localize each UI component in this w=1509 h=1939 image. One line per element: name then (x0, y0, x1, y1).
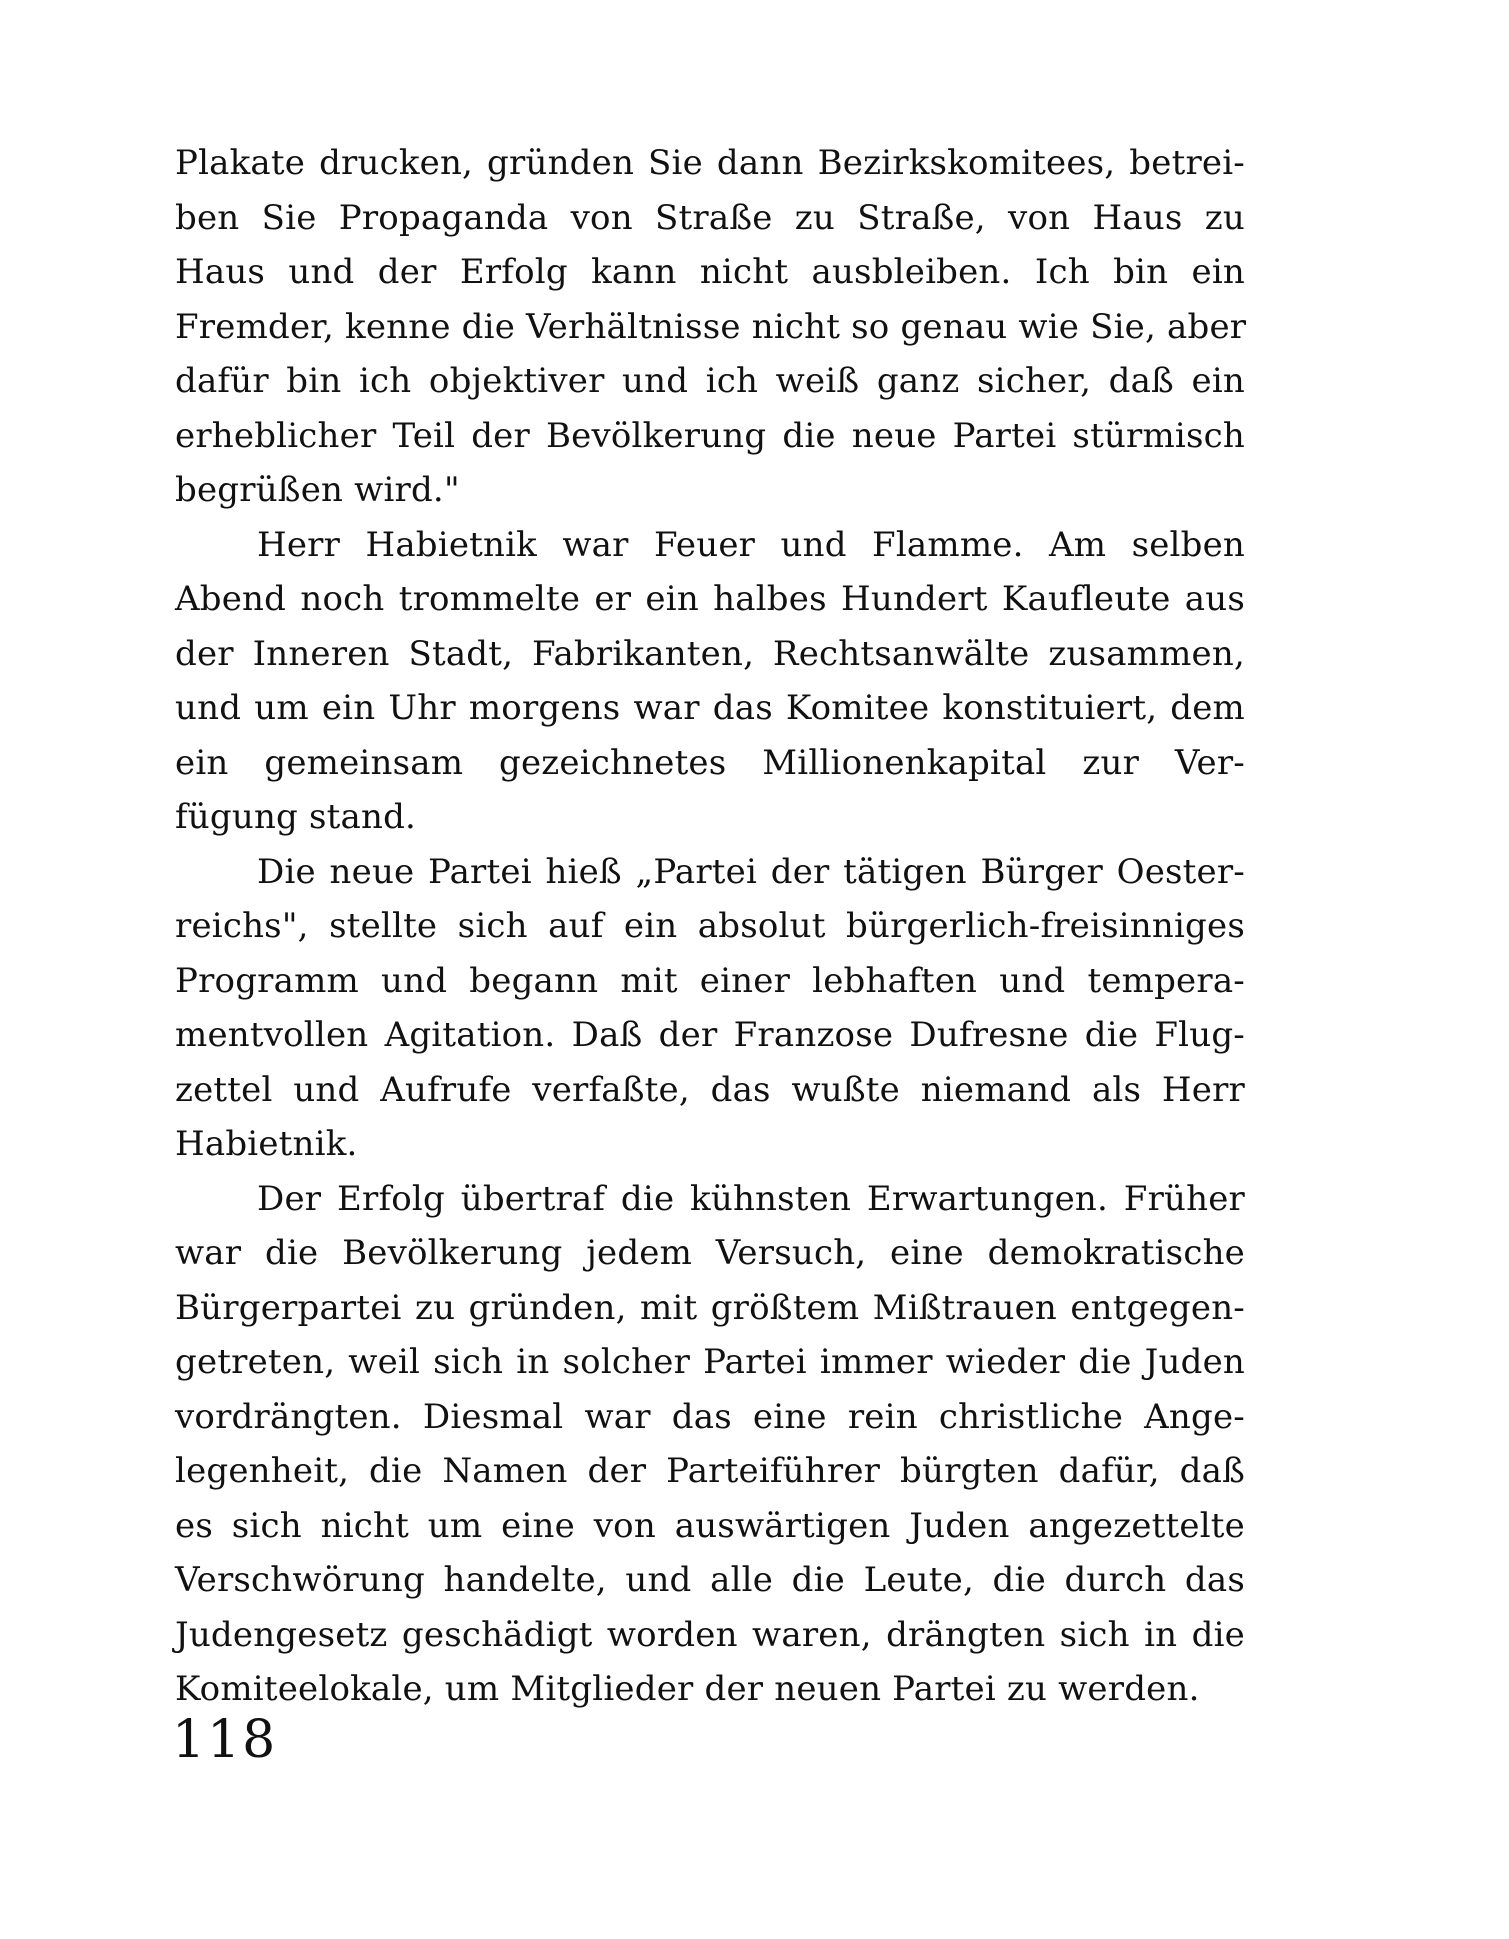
text-line: der Inneren Stadt, Fabrikanten, Rechtsanwälte zusammen, (175, 633, 1245, 674)
text-line: erheblicher Teil der Bevölkerung die neue Partei stürmisch (175, 415, 1245, 456)
text-line: zettel und Aufrufe verfaßte, das wußte niemand als Herr (175, 1069, 1245, 1110)
text-line: Verschwörung handelte, und alle die Leute, die durch das (175, 1560, 1245, 1600)
text-line: fügung stand. (175, 797, 417, 837)
text-line: Abend noch trommelte er ein halbes Hundert Kaufleute aus (175, 579, 1245, 619)
text-line: mentvollen Agitation. Daß der Franzose Dufresne die Flug- (175, 1015, 1245, 1055)
paragraph-3 (175, 845, 1245, 1172)
text-line: Der Erfolg übertraf die kühnsten Erwartungen. Früher (257, 1178, 1245, 1219)
body-text (175, 136, 1245, 1717)
text-line: Plakate drucken, gründen Sie dann Bezirkskomitees, betrei- (175, 143, 1245, 183)
text-line: Judengesetz geschädigt worden waren, drängten sich in die (175, 1614, 1245, 1655)
text-line: begrüßen wird." (175, 470, 460, 510)
text-line: vordrängten. Diesmal war das eine rein christliche Ange- (175, 1396, 1245, 1437)
paragraph-2 (175, 518, 1245, 845)
paragraph-4 (175, 1172, 1245, 1717)
text-line: es sich nicht um eine von auswärtigen Juden angezettelte (175, 1505, 1245, 1546)
text-line: Fremder, kenne die Verhältnisse nicht so genau wie Sie, aber (175, 306, 1247, 347)
text-line: Habietnik. (175, 1124, 358, 1164)
text-line: ein gemeinsam gezeichnetes Millionenkapital zur Ver- (175, 742, 1245, 783)
text-line: Die neue Partei hieß „Partei der tätigen Bürger Oester- (257, 851, 1245, 892)
text-line: Bürgerpartei zu gründen, mit größtem Mißtrauen entgegen- (175, 1287, 1245, 1328)
text-line: Herr Habietnik war Feuer und Flamme. Am selben (257, 524, 1245, 565)
text-line: dafür bin ich objektiver und ich weiß ganz sicher, daß ein (175, 361, 1245, 401)
page-number: 118 (172, 1710, 278, 1770)
text-line: Haus und der Erfolg kann nicht ausbleiben. Ich bin ein (175, 252, 1245, 292)
text-line: reichs", stellte sich auf ein absolut bürgerlich-freisinniges (175, 906, 1245, 946)
paragraph-1 (175, 136, 1245, 518)
text-line: Programm und begann mit einer lebhaften und tempera- (175, 960, 1245, 1001)
text-line: ben Sie Propaganda von Straße zu Straße, von Haus zu (175, 197, 1245, 238)
text-line: getreten, weil sich in solcher Partei immer wieder die Juden (175, 1342, 1245, 1382)
text-line: und um ein Uhr morgens war das Komitee konstituiert, dem (175, 688, 1245, 728)
text-line: legenheit, die Namen der Parteiführer bürgten dafür, daß (175, 1451, 1245, 1491)
text-line: Komiteelokale, um Mitglieder der neuen Partei zu werden. (175, 1669, 1200, 1709)
text-line: war die Bevölkerung jedem Versuch, eine demokratische (175, 1233, 1245, 1273)
